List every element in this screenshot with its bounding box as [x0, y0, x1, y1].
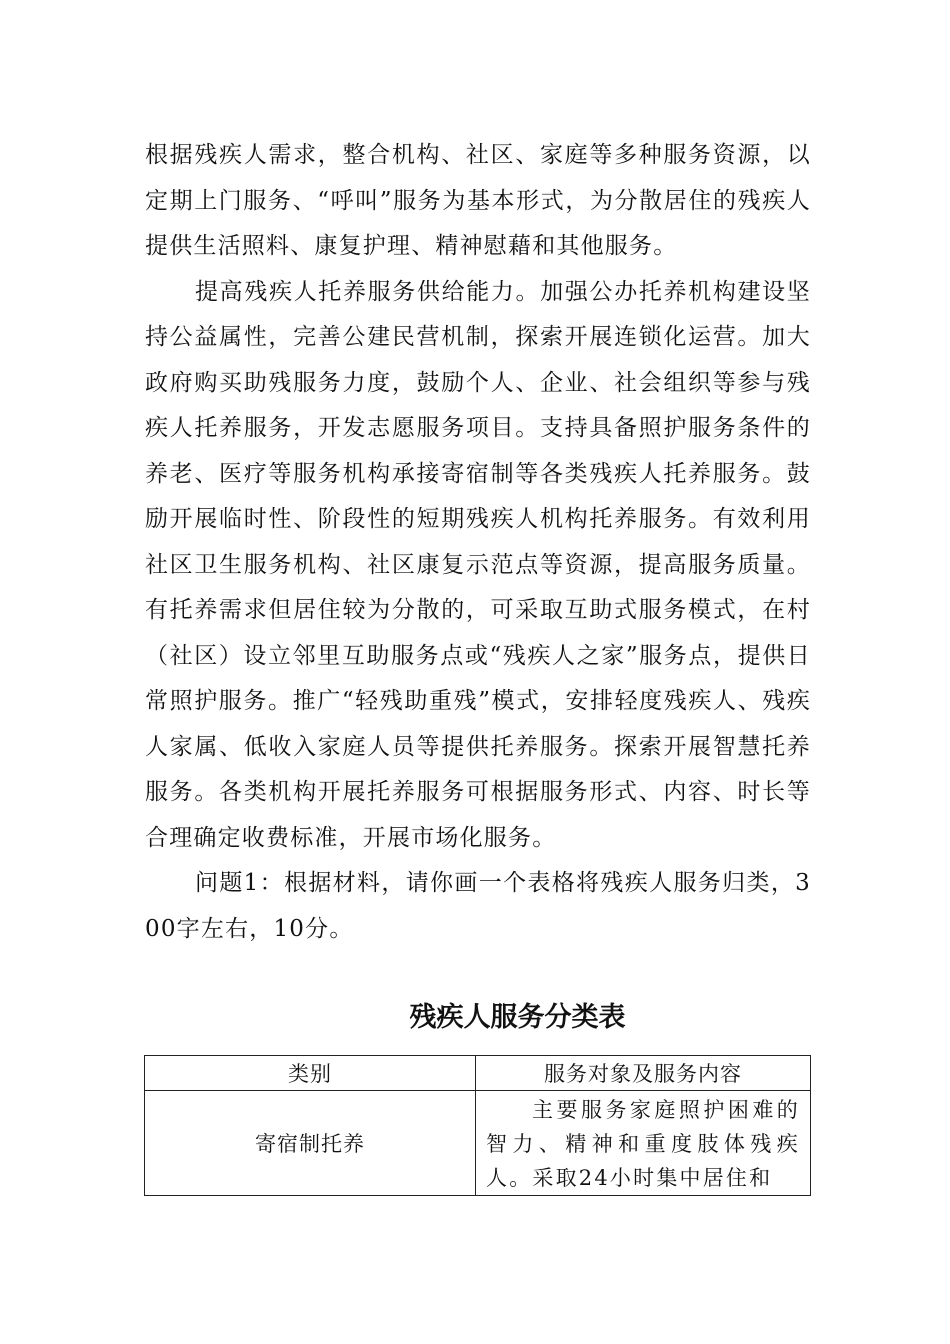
- table-row: [145, 1091, 811, 1196]
- question-prompt: 问题1：根据材料，请你画一个表格将残疾人服务归类，300字左右，10分。: [145, 870, 811, 942]
- header-category: 类别: [145, 1056, 476, 1091]
- paragraph-support-capacity: 提高残疾人托养服务供给能力。加强公办托养机构建设坚持公益属性，完善公建民营机制，探索开展连锁化运营。加大政府购买助残服务力度，鼓励个人、企业、社会组织等参与残疾人托养服务，开发志愿服务项目。支持具备照护服务条件的养老、医疗等服务机构承接寄宿制等各类残疾人托养服务。鼓励开展临时性、阶段性的短期残疾人机构托养服务。有效利用社区卫生服务机构、社区康复示范点等资源，提高服务质量。有托养需求但居住较为分散的，可采取互助式服务模式，在村（社区）设立邻里互助服务点或“残疾人之家”服务点，提供日常照护服务。推广“轻残助重残”模式，安排轻度残疾人、残疾人家属、低收入家庭人员等提供托养服务。探索开展智慧托养服务。各类机构开展托养服务可根据服务形式、内容、时长等合理确定收费标准，开展市场化服务。: [145, 278, 811, 851]
- table-title: 残疾人服务分类表: [409, 1002, 626, 1033]
- document-body: [145, 133, 811, 952]
- service-classification-table: [144, 1055, 811, 1196]
- header-content: 服务对象及服务内容: [476, 1056, 811, 1091]
- paragraph-continued: 根据残疾人需求，整合机构、社区、家庭等多种服务资源，以定期上门服务、“呼叫”服务为基本形式，为分散居住的残疾人提供生活照料、康复护理、精神慰藉和其他服务。: [145, 142, 811, 259]
- cell-content: 主要服务家庭照护困难的智力、精神和重度肢体残疾人。采取24小时集中居住和: [476, 1091, 811, 1196]
- cell-category: 寄宿制托养: [145, 1091, 476, 1196]
- table-header-row: [145, 1056, 811, 1091]
